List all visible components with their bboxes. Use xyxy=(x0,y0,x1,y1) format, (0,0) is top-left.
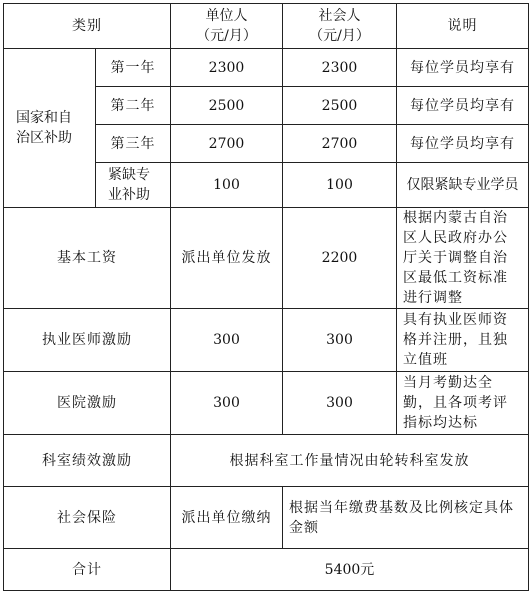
table-row xyxy=(4,309,529,372)
basic-wage-note: 根据内蒙古自治区人民政府办公厅关于调整自治区最低工资标准进行调整 xyxy=(397,208,529,309)
subsidy-table xyxy=(3,3,529,591)
hospital-incentive-label: 医院激励 xyxy=(4,372,171,435)
unit-value: 派出单位发放 xyxy=(171,208,283,309)
state-subsidy-group-label: 国家和自治区补助 xyxy=(4,49,96,208)
unit-value: 300 xyxy=(171,309,283,372)
header-social-person: 社会人 （元/月） xyxy=(283,4,397,49)
row-note: 仅限紧缺专业学员 xyxy=(397,163,529,208)
social-value: 2300 xyxy=(283,49,397,87)
social-value: 300 xyxy=(283,309,397,372)
unit-value: 派出单位缴纳 xyxy=(171,487,283,549)
doctor-incentive-label: 执业医师激励 xyxy=(4,309,171,372)
total-value: 5400元 xyxy=(171,549,529,591)
basic-wage-label: 基本工资 xyxy=(4,208,171,309)
row-label: 第二年 xyxy=(96,87,171,125)
unit-value: 100 xyxy=(171,163,283,208)
table-row xyxy=(4,435,529,487)
header-category: 类别 xyxy=(4,4,171,49)
header-row xyxy=(4,4,529,49)
social-value: 2200 xyxy=(283,208,397,309)
social-value: 100 xyxy=(283,163,397,208)
hospital-incentive-note: 当月考勤达全勤，且各项考评指标均达标 xyxy=(397,372,529,435)
social-insurance-label: 社会保险 xyxy=(4,487,171,549)
unit-value: 2500 xyxy=(171,87,283,125)
row-label: 紧缺专业补助 xyxy=(96,163,171,208)
unit-value: 2700 xyxy=(171,125,283,163)
header-note: 说明 xyxy=(397,4,529,49)
row-label: 第一年 xyxy=(96,49,171,87)
row-note: 每位学员均享有 xyxy=(397,49,529,87)
dept-performance-note: 根据科室工作量情况由轮转科室发放 xyxy=(171,435,529,487)
table-row xyxy=(4,487,529,549)
unit-value: 300 xyxy=(171,372,283,435)
unit-value: 2300 xyxy=(171,49,283,87)
table-row xyxy=(4,372,529,435)
social-value: 2500 xyxy=(283,87,397,125)
social-insurance-note: 根据当年缴费基数及比例核定具体金额 xyxy=(283,487,529,549)
row-note: 每位学员均享有 xyxy=(397,125,529,163)
total-row xyxy=(4,549,529,591)
total-label: 合计 xyxy=(4,549,171,591)
table-row xyxy=(4,49,529,87)
table-row xyxy=(4,208,529,309)
row-note: 每位学员均享有 xyxy=(397,87,529,125)
dept-performance-label: 科室绩效激励 xyxy=(4,435,171,487)
doctor-incentive-note: 具有执业医师资格并注册，且独立值班 xyxy=(397,309,529,372)
social-value: 2700 xyxy=(283,125,397,163)
social-value: 300 xyxy=(283,372,397,435)
header-unit-person: 单位人 （元/月） xyxy=(171,4,283,49)
row-label: 第三年 xyxy=(96,125,171,163)
